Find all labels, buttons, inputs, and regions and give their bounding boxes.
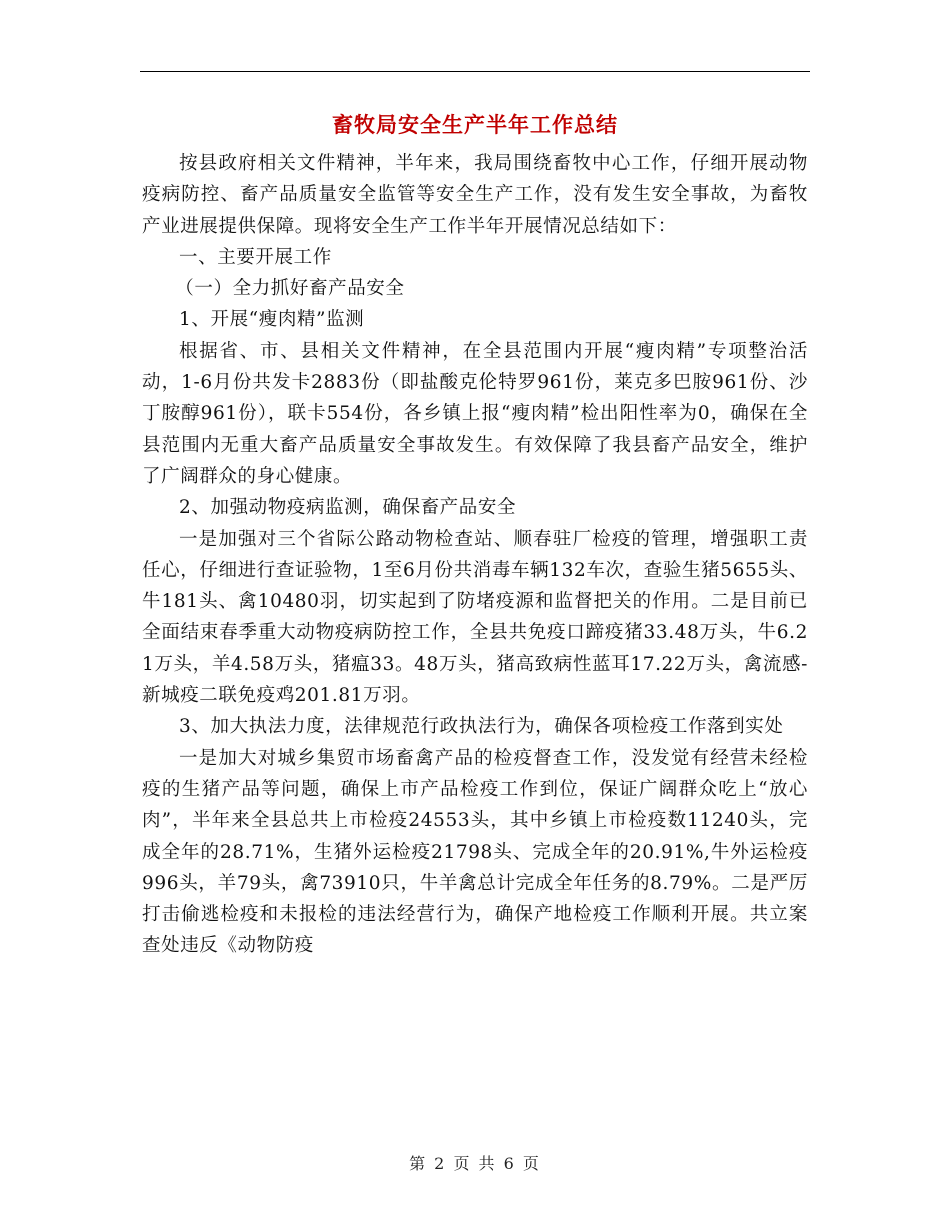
- header-rule: [140, 71, 810, 72]
- document-body: [142, 148, 808, 962]
- item-heading: 1、开展“瘦肉精”监测: [179, 309, 365, 331]
- subsection-heading: （一）全力抓好畜产品安全: [175, 278, 405, 300]
- item-heading: 2、加强动物疫病监测，确保畜产品安全: [179, 497, 517, 519]
- body-paragraph: 一是加大对城乡集贸市场畜禽产品的检疫督查工作，没发觉有经营未经检疫的生猪产品等问题，确保上市产品检疫工作到位，保证广阔群众吃上“放心肉”，半年来全县总共上市检疫24553头，其中乡镇上市检疫数11240头，完成全年的28.71%，生猪外运检疫21798头、完成全年的20.91%,牛外运检疫996头，羊79头，禽73910只，牛羊禽总计完成全年任务的8.79%。二是严厉打击偷逃检疫和未报检的违法经营行为，确保产地检疫工作顺利开展。共立案查处违反《动物防疫: [142, 747, 808, 957]
- intro-paragraph: 按县政府相关文件精神，半年来，我局围绕畜牧中心工作，仔细开展动物疫病防控、畜产品质量安全监管等安全生产工作，没有发生安全事故，为畜牧产业进展提供保障。现将安全生产工作半年开展情况总结如下：: [142, 153, 808, 237]
- body-paragraph: 根据省、市、县相关文件精神，在全县范围内开展“瘦肉精”专项整治活动，1-6月份共发卡2883份（即盐酸克伦特罗961份，莱克多巴胺961份、沙丁胺醇961份），联卡554份，各乡镇上报“瘦肉精”检出阳性率为0，确保在全县范围内无重大畜产品质量安全事故发生。有效保障了我县畜产品安全，维护了广阔群众的身心健康。: [142, 340, 808, 487]
- item-heading: 3、加大执法力度，法律规范行政执法行为，确保各项检疫工作落到实处: [179, 716, 784, 738]
- body-paragraph: 一是加强对三个省际公路动物检查站、顺春驻厂检疫的管理，增强职工责任心，仔细进行查证验物，1至6月份共消毒车辆132车次，查验生猪5655头、牛181头、禽10480羽，切实起到了防堵疫源和监督把关的作用。二是目前已全面结束春季重大动物疫病防控工作，全县共免疫口蹄疫猪33.48万头，牛6.21万头，羊4.58万头，猪瘟33。48万头，猪高致病性蓝耳17.22万头，禽流感-新城疫二联免疫鸡201.81万羽。: [142, 528, 808, 707]
- section-heading: 一、主要开展工作: [179, 246, 332, 268]
- page-number-footer: 第 2 页 共 6 页: [409, 1154, 541, 1173]
- document-title: 畜牧局安全生产半年工作总结: [332, 112, 618, 137]
